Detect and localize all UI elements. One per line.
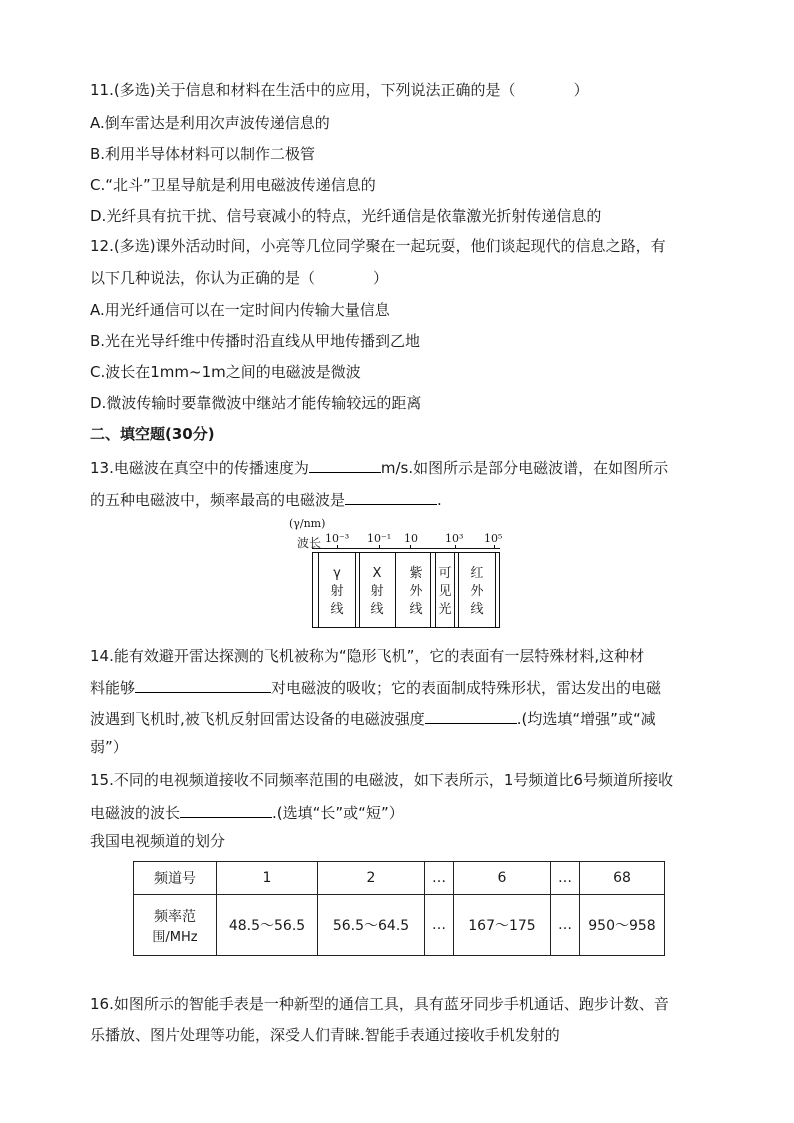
tick-label: 10³ [445,532,464,545]
q12-option-d: D.微波传输时要靠微波中继站才能传输较远的距离 [90,394,422,412]
tick-mark [379,545,380,549]
q11-option-b: B.利用半导体材料可以制作二极管 [90,145,316,163]
table-cell: … [425,862,454,895]
table-cell: … [425,895,454,956]
q13-line1: 13.电磁波在真空中的传播速度为 m/s.如图所示是部分电磁波谱，在如图所示 [90,456,668,478]
q14-line2: 料能够 对电磁波的吸收；它的表面制成特殊形状，雷达发出的电磁 [90,676,661,698]
q16-line1: 16.如图所示的智能手表是一种新型的通信工具，具有蓝牙同步手机通话、跑步计数、音 [90,995,669,1013]
band-xray [370,565,384,619]
band-char: 线 [330,602,344,617]
section-heading: 二、填空题(30分) [90,425,215,443]
tick-mark [410,545,411,549]
tick-label: 10⁻³ [325,532,350,545]
q15-line1: 15.不同的电视频道接收不同频率范围的电磁波，如下表所示，1号频道比6号频道所接收 [90,771,673,789]
tick-mark [337,545,338,549]
band-divider [395,553,396,627]
band-char: 光 [438,602,452,617]
table-cell: 167～175 [454,895,551,956]
tick-mark [455,545,456,549]
table-cell: 48.5～56.5 [217,895,318,956]
q14-line3: 波遇到飞机时,被飞机反射回雷达设备的电磁波强度 .(均选填“增强”或“减 [90,707,656,729]
spectrum-axis-title: 波长 [297,536,322,550]
q13-blank-wave[interactable] [345,488,437,505]
band-divider [430,553,431,627]
band-gamma [330,565,344,619]
q12-option-b: B.光在光导纤维中传播时沿直线从甲地传播到乙地 [90,332,421,350]
table-row [134,862,665,895]
band-char: 射 [370,584,384,599]
q15-line2: 电磁波的波长 .(选填“长”或“短”） [90,801,404,823]
em-spectrum-figure [287,517,517,629]
spectrum-bands [312,552,500,628]
band-char: 紫 [409,566,423,581]
band-divider [495,553,496,627]
q13-blank-speed[interactable] [309,456,381,473]
tick-mark [494,545,495,549]
table-cell: 68 [580,862,665,895]
q15-blank-wavelength[interactable] [180,801,272,818]
q11-stem: 11.(多选)关于信息和材料在生活中的应用，下列说法正确的是（ ） [90,81,589,99]
q14-blank-strength[interactable] [425,707,517,724]
tick-label: 10⁻¹ [367,532,392,545]
table-cell: 56.5～64.5 [318,895,425,956]
band-char: 见 [438,584,452,599]
table-header-cell: 频道号 [134,862,217,895]
tick-label: 10⁵ [484,532,503,545]
band-divider [359,553,360,627]
q11-option-a: A.倒车雷达是利用次声波传递信息的 [90,114,330,132]
table-cell: 6 [454,862,551,895]
band-divider [458,553,459,627]
table-cell: 950～958 [580,895,665,956]
spectrum-unit: (γ/nm) [289,517,326,530]
q12-stem-line1: 12.(多选)课外活动时间，小亮等几位同学聚在一起玩耍，他们谈起现代的信息之路，有 [90,237,666,255]
q12-stem-line2: 以下几种说法，你认为正确的是（ ） [90,269,389,287]
table-cell: 1 [217,862,318,895]
table-cell: … [551,862,580,895]
band-char: 线 [370,602,384,617]
band-divider [318,553,319,627]
q13-line2: 的五种电磁波中，频率最高的电磁波是 . [90,488,442,510]
q14-line1: 14.能有效避开雷达探测的飞机被称为“隐形飞机”，它的表面有一层特殊材料,这种材 [90,647,645,665]
q14-line4: 弱”） [90,738,128,756]
band-char: 外 [470,584,484,599]
band-char: γ [333,566,341,581]
channel-table [133,861,665,956]
q14-blank-absorb[interactable] [135,676,271,693]
table-cell: … [551,895,580,956]
band-char: 外 [409,584,423,599]
q15-table-title: 我国电视频道的划分 [90,832,226,850]
tick-label: 10 [404,532,418,545]
band-char: 线 [470,602,484,617]
band-divider [454,553,455,627]
q16-line2: 乐播放、图片处理等功能，深受人们青睐.智能手表通过接收手机发射的 [90,1026,560,1044]
band-char: 线 [409,602,423,617]
table-header-cell: 频率范 围/MHz [134,895,217,956]
q12-option-c: C.波长在1mm~1m之间的电磁波是微波 [90,363,361,381]
band-char: 可 [438,566,452,581]
band-infrared [470,565,484,619]
band-divider [435,553,436,627]
q12-option-a: A.用光纤通信可以在一定时间内传输大量信息 [90,301,390,319]
table-cell: 2 [318,862,425,895]
band-visible [438,565,452,619]
band-ultraviolet [409,565,423,619]
spectrum-axis-rule [312,548,500,549]
q11-option-d: D.光纤具有抗干扰、信号衰减小的特点，光纤通信是依靠激光折射传递信息的 [90,207,602,225]
table-row [134,895,665,956]
q11-option-c: C.“北斗”卫星导航是利用电磁波传递信息的 [90,176,376,194]
band-char: 射 [330,584,344,599]
band-divider [355,553,356,627]
band-char: 红 [470,566,484,581]
band-char: X [372,566,382,581]
